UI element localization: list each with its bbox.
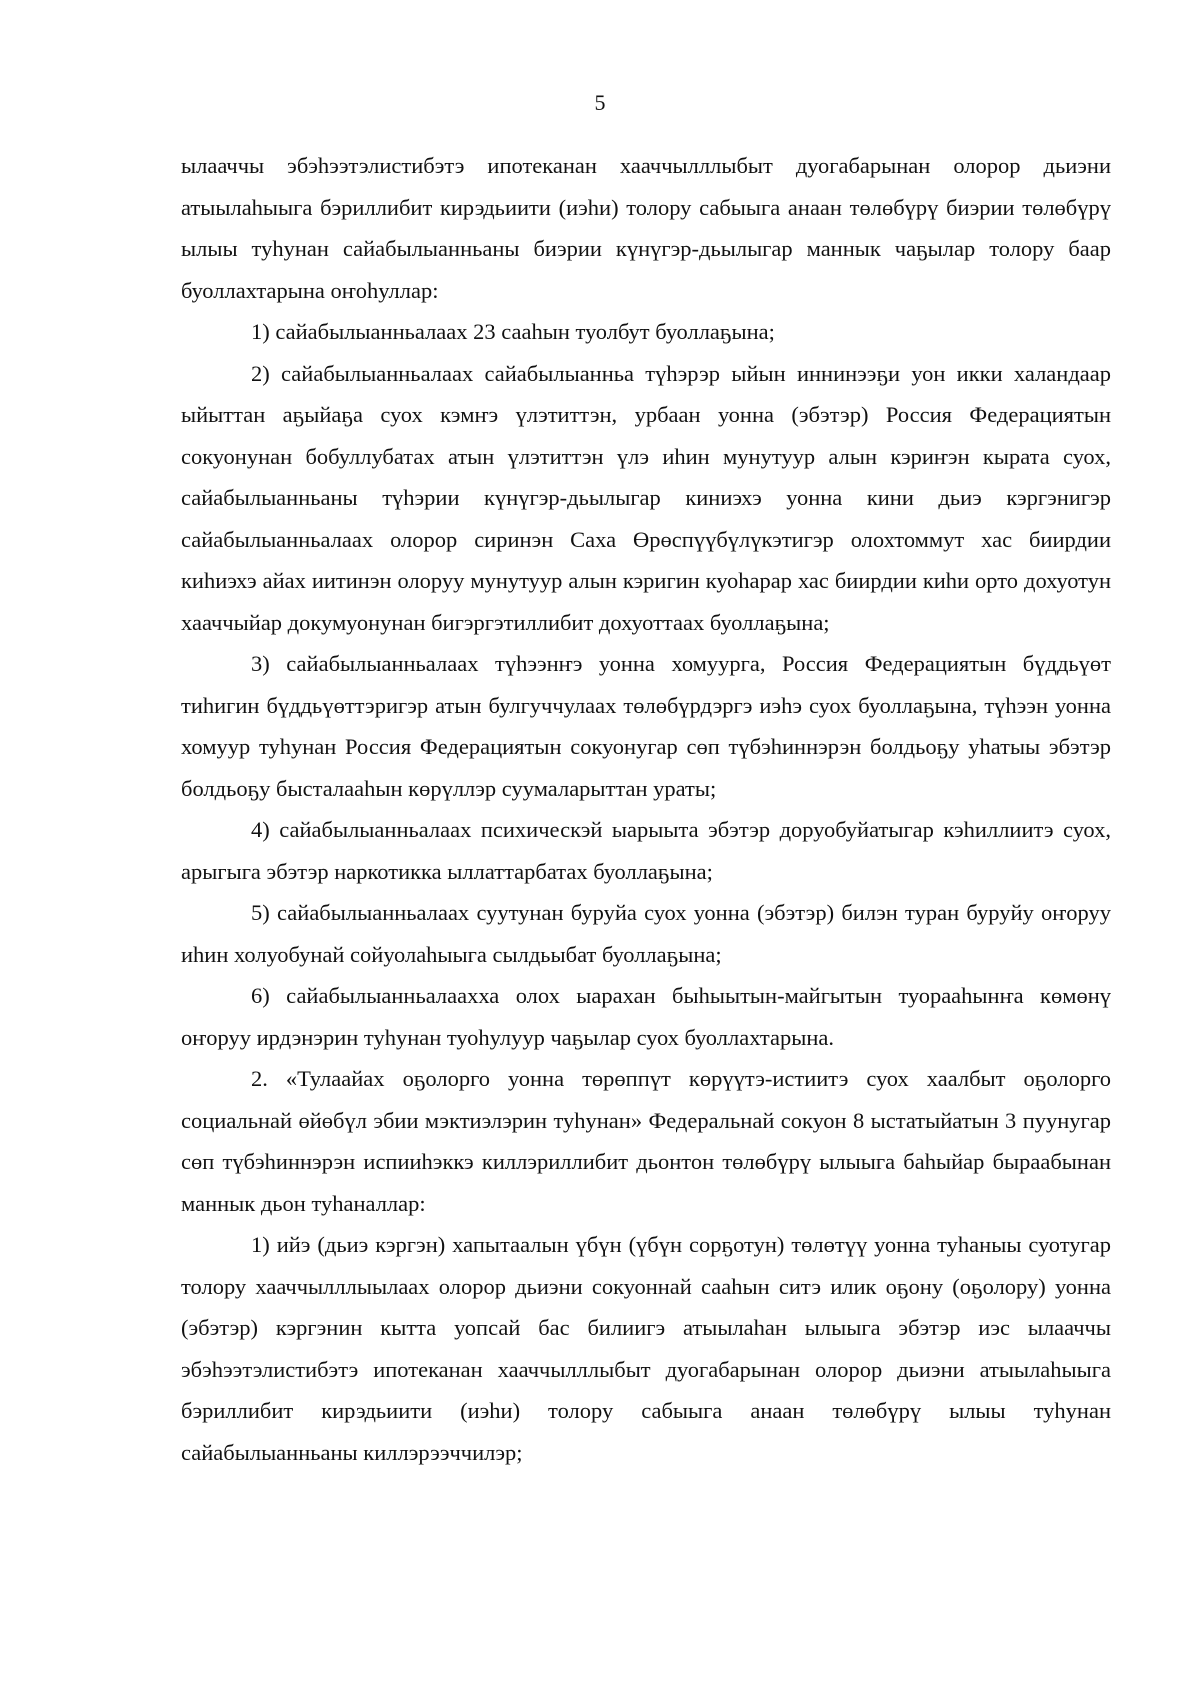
paragraph-item-6: 6) сайабылыанньалаахха олох ыарахан быһыытын-майгытын туораaһынҥа көмөнү оҥоруу ирдэнэрин туһунан туоһулуур чаҕылар суох буоллахтарына. (181, 983, 1111, 1050)
paragraph-section-2-item-1: 1) ийэ (дьиэ кэргэн) хапытаалын үбүн (үбүн сорҕотун) төлөтүү уонна туһаныы суотугар толору хааччылллыылаах олорор дьиэни сокуоннай сааһын ситэ илик оҕону (оҕолору) уонна (эбэтэр) кэргэнин кытта уопсай бас билиигэ атыылаһан ылыыга эбэтэр иэс ылааччы эбэһээтэлистибэтэ ипотеканан хааччылллыбыт дуогабарынан олорор дьиэни атыылаһыыга бэриллибит кирэдьиити (иэһи) толору сабыыга анаан төлөбүрү ылыы туһунан сайабылыанньаны киллэрээччилэр; (181, 1232, 1111, 1465)
page-number: 5 (594, 90, 606, 115)
paragraph-section-2: 2. «Тулаайах оҕолорго уонна төрөппүт көрүүтэ-истиитэ суох хаалбыт оҕолорго социальнай өйөбүл эбии мэктиэлэрин туһунан» Федеральнай сокуон 8 ыстатыйатын 3 пуунугар сөп түбэһиннэрэн испииһэккэ киллэриллибит дьонтон төлөбүрү ылыыга баһыйар быраабынан маннык дьон туһаналлар: (181, 1066, 1111, 1216)
document-body (181, 145, 1111, 1473)
paragraph-item-3: 3) сайабылыанньалаах түһээнҥэ уонна хомуурга, Россия Федерациятын бүддьүөт тиһигин бүддьүөттэригэр атын булгуччулаах төлөбүрдэргэ иэһэ суох буоллаҕына, түһээн уонна хомуур туһунан Россия Федерациятын сокуонугар сөп түбэһиннэрэн болдьоҕу уһатыы эбэтэр болдьоҕу бысталааһын көрүллэр суумаларыттан ураты; (181, 651, 1111, 801)
paragraph-item-1: 1) сайабылыанньалаах 23 сааһын туолбут буоллаҕына; (251, 319, 775, 344)
paragraph-item-4: 4) сайабылыанньалаах психическэй ыарыыта эбэтэр доруобуйатыгар кэһиллиитэ суох, арыгыга эбэтэр наркотикка ыллаттарбатах буоллаҕына; (181, 817, 1111, 884)
paragraph-item-2: 2) сайабылыанньалаах сайабылыанньа түһэрэр ыйын иннинээҕи уон икки халандаар ыйыттан аҕыйаҕа суох кэмҥэ үлэтиттэн, урбаан уонна (эбэтэр) Россия Федерациятын сокуонунан бобуллубатах атын үлэтиттэн үлэ иһин мунутуур алын кэриҥэн кырата суох, сайабылыанньаны түһэрии күнүгэр-дьылыгар киниэхэ уонна кини дьиэ кэргэнигэр сайабылыанньалаах олорор сиринэн Саха Өрөспүүбүлүкэтигэр олохтоммут хас биирдии киһиэхэ айах иитинэн олоруу мунутуур алын кэригин куоһарар хас биирдии киһи орто дохуотун хааччыйар докумуонунан бигэргэтиллибит дохуоттаах буоллаҕына; (181, 360, 1111, 635)
paragraph-continuation: ылааччы эбэһээтэлистибэтэ ипотеканан хааччылллыбыт дуогабарынан олорор дьиэни атыылаһыыга бэриллибит кирэдьиити (иэһи) толору сабыыга анаан төлөбүрү биэрии төлөбүрү ылыы туһунан сайабылыанньаны биэрии күнүгэр-дьылыгар маннык чаҕылар толору баар буоллахтарына оҥоһуллар: (181, 153, 1111, 303)
paragraph-item-5: 5) сайабылыанньалаах суутунан буруйа суох уонна (эбэтэр) билэн туран буруйу оҥоруу иһин холуобунай сойуолаһыыга сылдьыбат буоллаҕына; (181, 900, 1111, 967)
